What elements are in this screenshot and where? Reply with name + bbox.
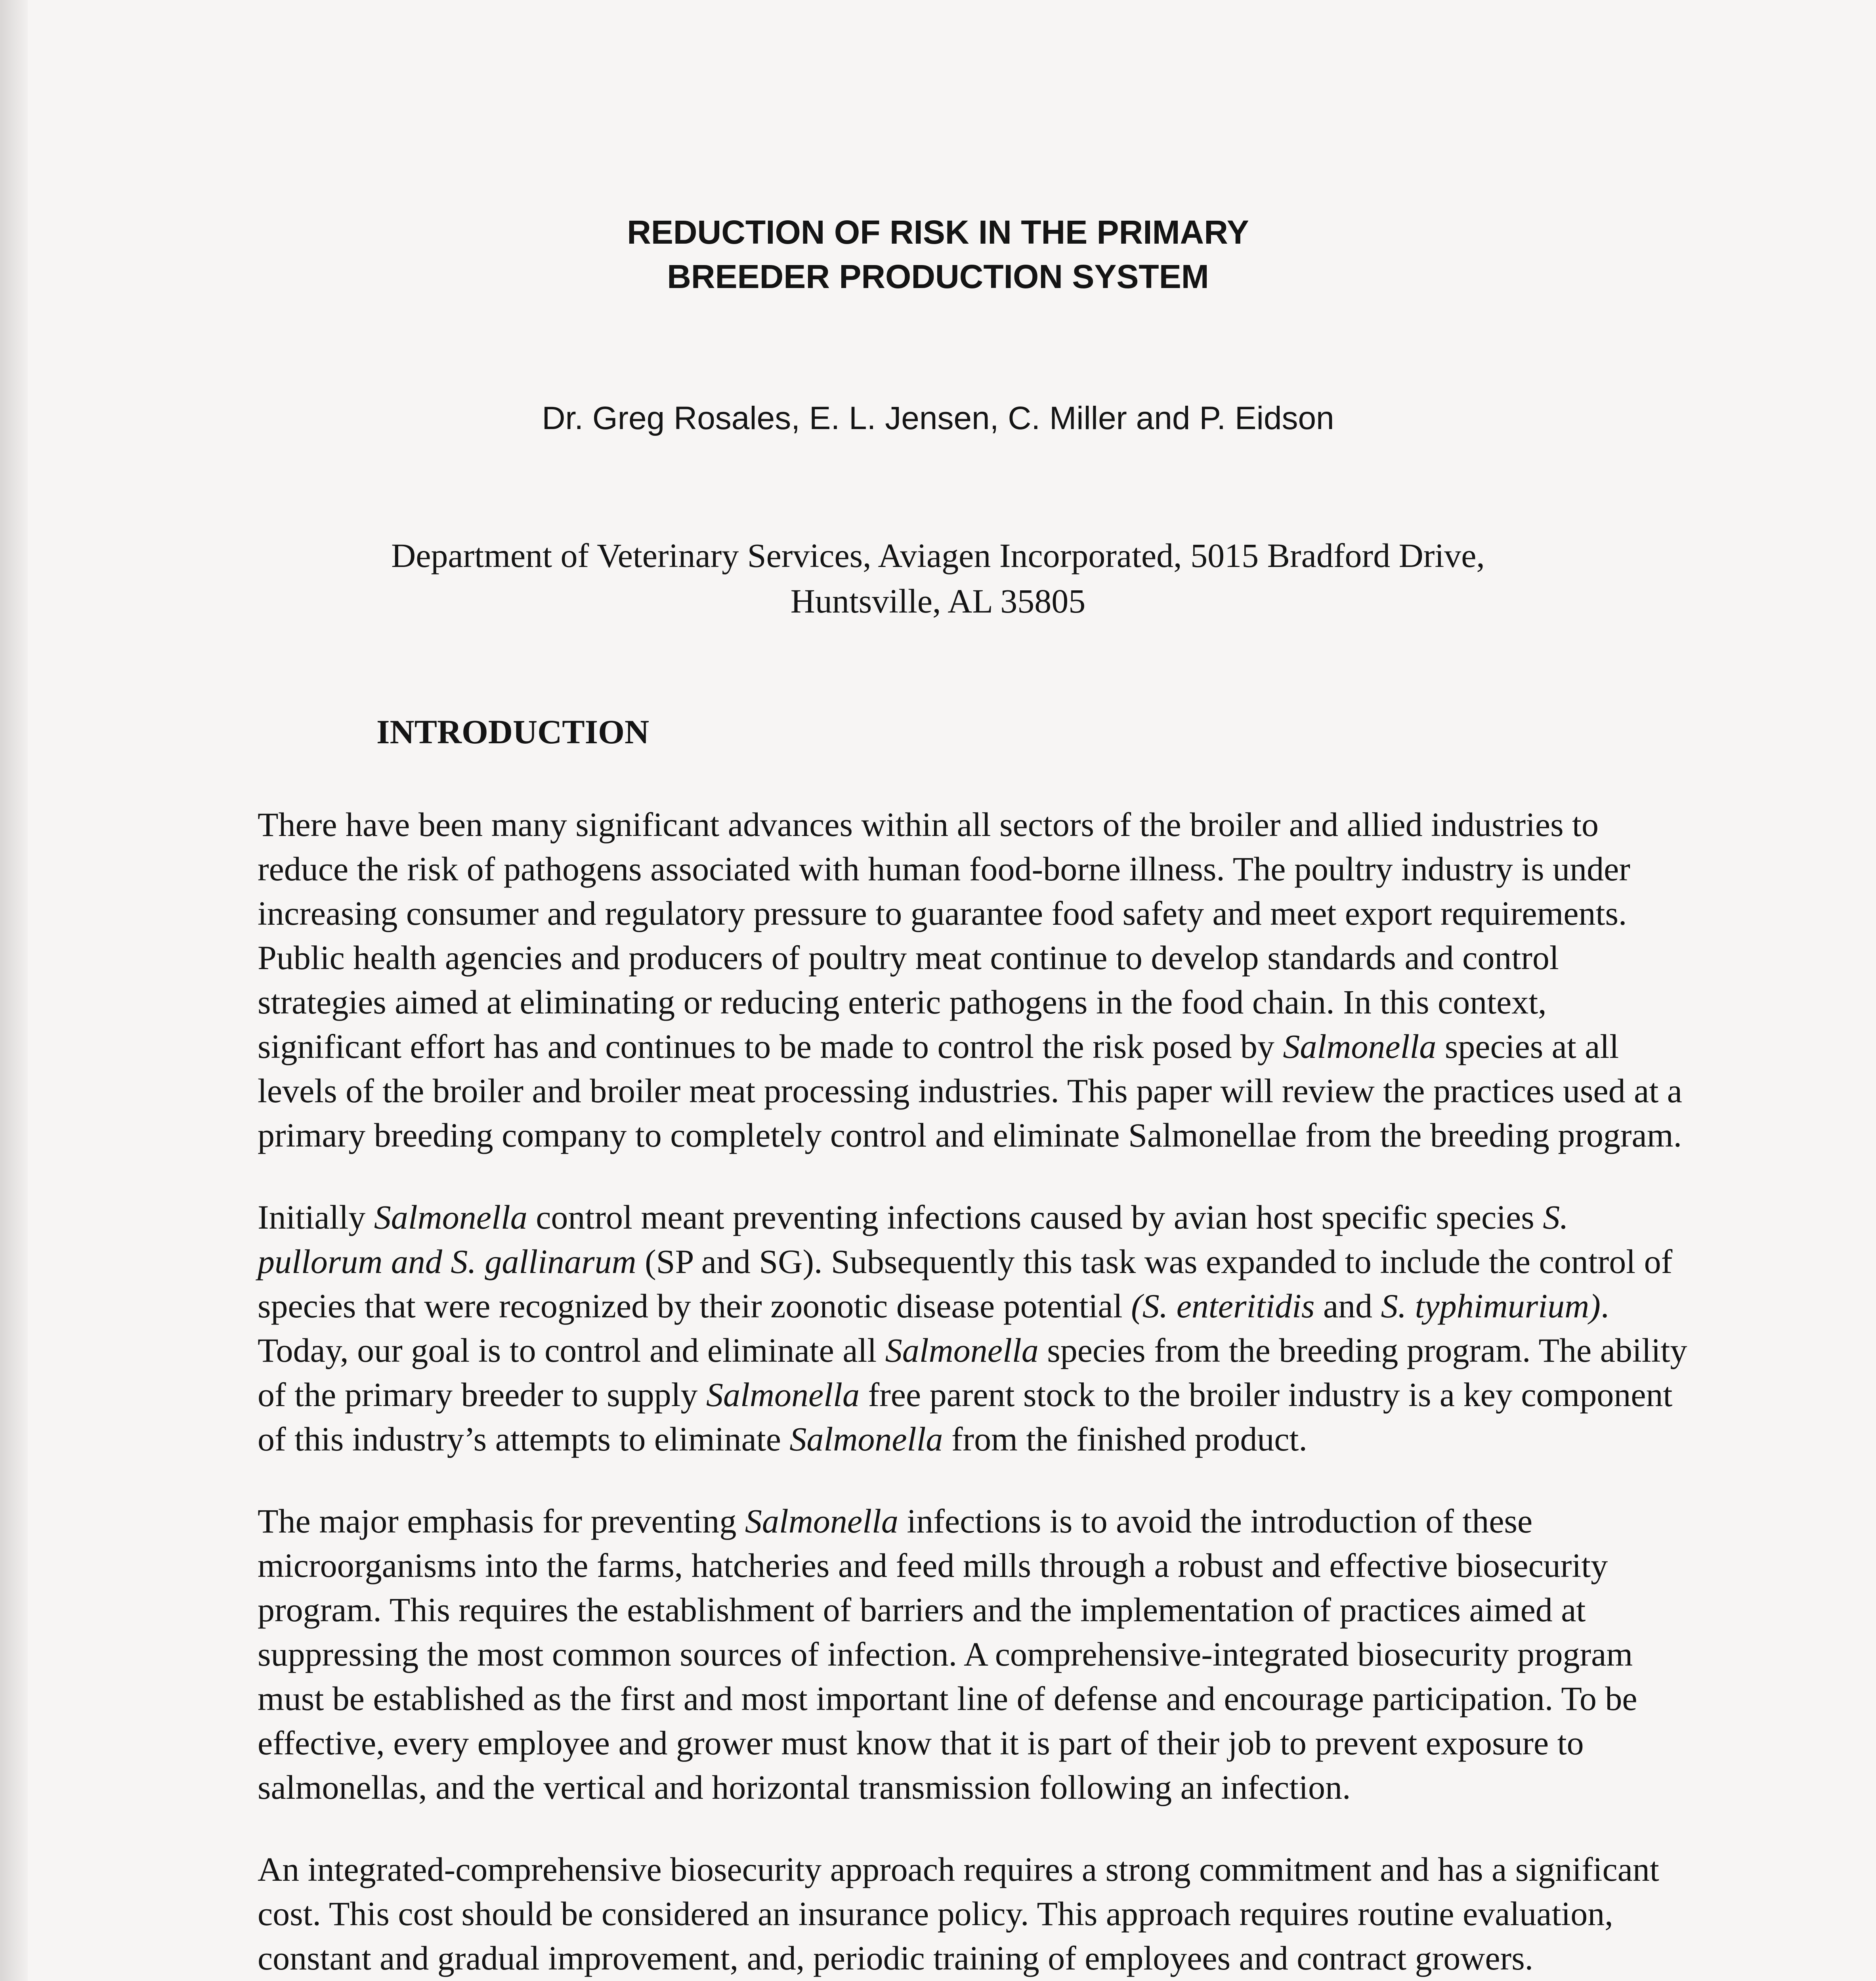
- paragraph-3-text-c: infections is to avoid the introduction of these microorganisms into the farms, hatcheries and feed mills through a robust and effective biosecurity program. This requires the establishment of barriers and the implementation of practices aimed at suppressing the most common sources of infection. A comprehensive-integrated biosecurity program must be established as the first and most important line of defense and encourage participation. To be effective, every employee and grower must know that it is part of their job to prevent exposure to salmonellas, and the vertical and horizontal transmission following an infection.: [258, 1502, 1637, 1806]
- paragraph-2-text-e: (SP and SG). Subsequently this task was expanded to include the control of species that were recognized by their zoonotic disease potential: [258, 1242, 1673, 1325]
- paragraph-3: [258, 1499, 1692, 1809]
- body-text: [258, 802, 1692, 1981]
- paragraph-3-italic-b: Salmonella: [745, 1502, 898, 1540]
- paragraph-2-text-m: free parent stock to the broiler industry is a key component of this industry’s attempts to eliminate: [258, 1376, 1673, 1458]
- paragraph-2-italic-d: S. pullorum and S. gallinarum: [258, 1198, 1568, 1281]
- affiliation-line-1: Department of Veterinary Services, Aviagen Incorporated, 5015 Bradford Drive,: [391, 536, 1485, 574]
- paragraph-2-text-i: . Today, our goal is to control and eliminate all: [258, 1287, 1609, 1369]
- title-line-1: REDUCTION OF RISK IN THE PRIMARY: [627, 214, 1249, 251]
- paragraph-2-italic-n: Salmonella: [789, 1420, 943, 1458]
- paragraph-4: [258, 1847, 1692, 1981]
- title-line-2: BREEDER PRODUCTION SYSTEM: [667, 258, 1209, 295]
- section-heading-introduction: INTRODUCTION: [376, 713, 650, 751]
- paragraph-2-text-k: species from the breeding program. The ability of the primary breeder to supply: [258, 1331, 1687, 1414]
- paragraph-2: [258, 1195, 1692, 1461]
- author-list: Dr. Greg Rosales, E. L. Jensen, C. Miller and P. Eidson: [542, 400, 1334, 436]
- paragraph-1: [258, 802, 1692, 1157]
- paragraph-2-italic-j: Salmonella: [885, 1331, 1039, 1369]
- paragraph-2-text-o: from the finished product.: [943, 1420, 1307, 1458]
- paragraph-3-text-a: The major emphasis for preventing: [258, 1502, 745, 1540]
- paragraph-2-italic-h: S. typhimurium): [1381, 1287, 1601, 1325]
- author-affiliation: [0, 533, 1876, 624]
- paragraph-2-italic-l: Salmonella: [706, 1376, 860, 1414]
- paragraph-1-text-c: species at all levels of the broiler and broiler meat processing industries. This paper will review the practices used at a primary breeding company to completely control and eliminate Salmonellae from the breeding program.: [258, 1027, 1682, 1154]
- paragraph-4-text-a: An integrated-comprehensive biosecurity approach requires a strong commitment and has a significant cost. This cost should be considered an insurance policy. This approach requires routine evaluation, constant and gradual improvement, and, periodic training of employees and contract growers.: [258, 1850, 1659, 1977]
- paragraph-2-text-a: Initially: [258, 1198, 374, 1236]
- paragraph-2-text-c: control meant preventing infections caused by avian host specific species: [527, 1198, 1543, 1236]
- paragraph-2-text-g: and: [1314, 1287, 1381, 1325]
- paragraph-2-italic-f: (S. enteritidis: [1131, 1287, 1315, 1325]
- paragraph-2-italic-b: Salmonella: [374, 1198, 527, 1236]
- affiliation-line-2: Huntsville, AL 35805: [790, 582, 1086, 620]
- paper-title: [0, 210, 1876, 299]
- paragraph-1-text-a: There have been many significant advances within all sectors of the broiler and allied industries to reduce the risk of pathogens associated with human food-borne illness. The poultry industry is under increasing consumer and regulatory pressure to guarantee food safety and meet export requirements. Public health agencies and producers of poultry meat continue to develop standards and control strategies aimed at eliminating or reducing enteric pathogens in the food chain. In this context, significant effort has and continues to be made to control the risk posed by: [258, 805, 1630, 1065]
- paragraph-1-italic-salmonella: Salmonella: [1283, 1027, 1437, 1065]
